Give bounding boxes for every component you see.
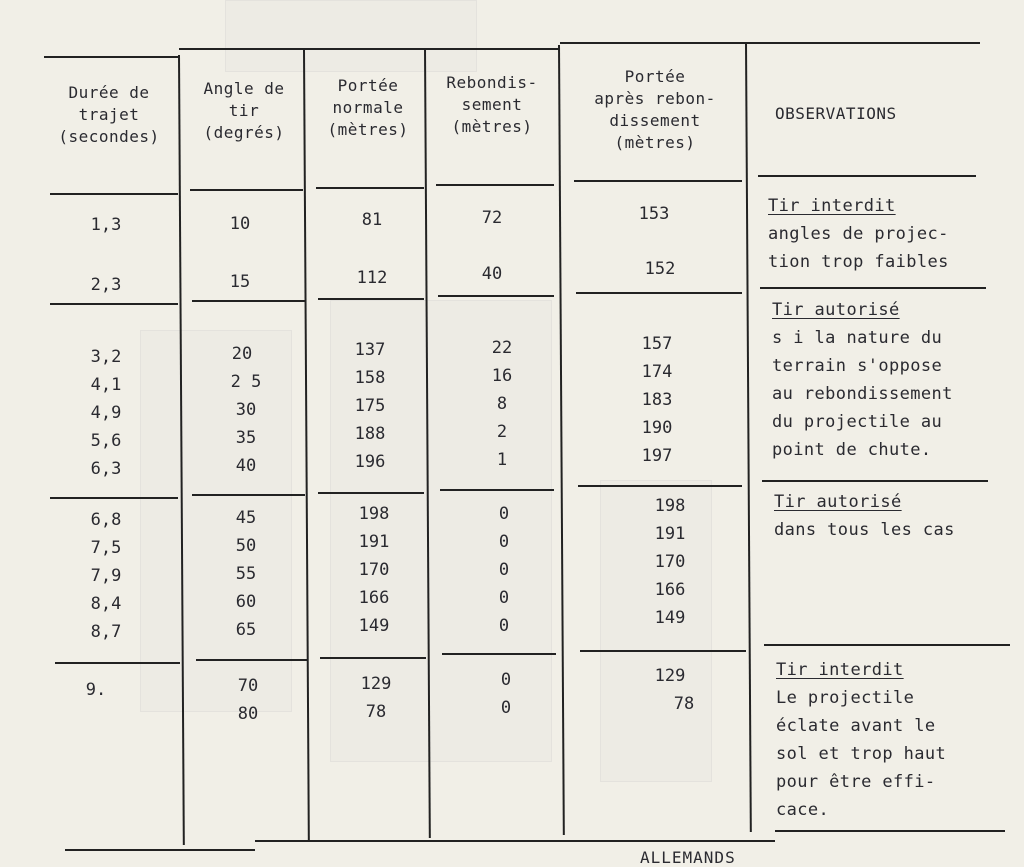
observation-line: éclate avant le [776,716,936,736]
group-separator [580,650,746,652]
header-bottom-rule [574,180,742,182]
header-portee-apres: Portée après rebon- dissement (mètres) [594,67,716,152]
observation-line: au rebondissement [772,384,953,404]
cell-angle: 55 [235,564,257,584]
cell-duree: 9. [85,680,107,700]
cell-duree: 6,8 [90,510,122,530]
header-observations: OBSERVATIONS [775,104,897,123]
cell-portee: 81 [361,210,383,230]
cell-duree: 5,6 [90,431,122,451]
cell-apres: 149 [654,608,686,628]
observation-line: cace. [776,800,830,820]
group-separator [442,653,556,655]
cell-portee: 112 [356,268,388,288]
cell-duree: 6,3 [90,459,122,479]
header-duree: Durée de trajet (secondes) [58,83,160,146]
cell-portee: 78 [365,702,387,722]
cell-rebond: 16 [491,366,513,386]
cell-angle: 10 [229,214,251,234]
header-angle: Angle de tir (degrés) [203,79,285,142]
group-separator [764,644,1010,646]
cell-apres: 191 [654,524,686,544]
cell-angle: 15 [229,272,251,292]
cell-angle: 60 [235,592,257,612]
column-divider [303,50,310,840]
cell-duree: 2,3 [90,275,122,295]
observation-line: point de chute. [772,440,932,460]
group-separator [320,657,426,659]
group-separator [196,659,308,661]
group-separator [192,300,305,302]
cell-angle: 45 [235,508,257,528]
cell-duree: 8,4 [90,594,122,614]
cell-angle: 50 [235,536,257,556]
group-separator [760,287,986,289]
cell-angle: 30 [235,400,257,420]
cell-rebond: 0 [500,670,512,690]
table-top-rule [560,42,980,44]
cell-rebond: 0 [498,532,510,552]
cell-apres: 183 [641,390,673,410]
group-separator [440,489,554,491]
cell-apres: 152 [644,259,676,279]
cell-rebond: 8 [496,394,508,414]
observation-block [776,656,946,824]
cell-portee: 191 [358,532,390,552]
cell-duree: 1,3 [90,215,122,235]
cell-portee: 170 [358,560,390,580]
cell-rebond: 0 [498,504,510,524]
cell-portee: 188 [354,424,386,444]
background-shadow [225,0,477,72]
cell-angle: 20 [231,344,253,364]
observation-line: pour être effi- [776,772,936,792]
observation-title: Tir autorisé [772,300,900,320]
observation-line: dans tous les cas [774,520,955,540]
observation-line: angles de projec- [768,224,949,244]
table-top-rule [44,56,179,58]
observation-block [772,296,953,464]
observation-title: Tir interdit [776,660,904,680]
cell-portee: 129 [360,674,392,694]
cell-angle: 70 [237,676,259,696]
cell-duree: 3,2 [90,347,122,367]
header-bottom-rule [316,187,424,189]
observation-block [768,192,949,276]
cell-apres: 157 [641,334,673,354]
observation-line: terrain s'oppose [772,356,943,376]
cell-rebond: 0 [500,698,512,718]
observation-title: Tir interdit [768,196,896,216]
cell-rebond: 72 [481,208,503,228]
table-bottom-rule [65,849,255,851]
cell-duree: 4,1 [90,375,122,395]
observation-line: s i la nature du [772,328,943,348]
cell-rebond: 0 [498,560,510,580]
cell-angle: 2 5 [230,372,262,392]
observation-title: Tir autorisé [774,492,902,512]
cell-apres: 190 [641,418,673,438]
cell-apres: 78 [673,694,695,714]
cell-apres: 174 [641,362,673,382]
observation-line: du projectile au [772,412,943,432]
cell-apres: 198 [654,496,686,516]
group-separator [576,292,742,294]
header-bottom-rule [758,175,976,177]
group-separator [50,303,178,305]
observation-line: tion trop faibles [768,252,949,272]
cell-portee: 175 [354,396,386,416]
cell-portee: 198 [358,504,390,524]
cell-apres: 170 [654,552,686,572]
cell-portee: 158 [354,368,386,388]
table-top-rule [179,48,560,50]
group-separator [318,492,424,494]
cell-angle: 65 [235,620,257,640]
cell-apres: 166 [654,580,686,600]
cell-duree: 7,9 [90,566,122,586]
column-divider [745,42,752,832]
group-separator [438,295,554,297]
cell-angle: 35 [235,428,257,448]
group-separator [55,662,180,664]
group-separator [578,485,742,487]
cell-portee: 166 [358,588,390,608]
observation-line: sol et trop haut [776,744,947,764]
table-bottom-rule [255,840,775,842]
group-separator [762,480,988,482]
cell-rebond: 40 [481,264,503,284]
cell-angle: 80 [237,704,259,724]
cell-rebond: 0 [498,588,510,608]
header-portee-normale: Portée normale (mètres) [327,76,409,139]
cell-apres: 197 [641,446,673,466]
observation-line: Le projectile [776,688,915,708]
cell-portee: 149 [358,616,390,636]
cell-rebond: 2 [496,422,508,442]
cell-duree: 4,9 [90,403,122,423]
cell-apres: 153 [638,204,670,224]
header-bottom-rule [436,184,554,186]
table-bottom-rule [775,830,1005,832]
cell-rebond: 22 [491,338,513,358]
cell-rebond: 0 [498,616,510,636]
group-separator [50,497,178,499]
group-separator [318,298,424,300]
footer-text: ALLEMANDS [640,848,736,867]
cell-angle: 40 [235,456,257,476]
cell-rebond: 1 [496,450,508,470]
cell-apres: 129 [654,666,686,686]
header-rebondissement: Rebondis- sement (mètres) [446,73,538,136]
observation-block [774,488,955,544]
cell-duree: 7,5 [90,538,122,558]
cell-portee: 196 [354,452,386,472]
header-bottom-rule [190,189,303,191]
header-bottom-rule [50,193,178,195]
group-separator [192,494,305,496]
cell-duree: 8,7 [90,622,122,642]
cell-portee: 137 [354,340,386,360]
column-divider [558,45,565,835]
